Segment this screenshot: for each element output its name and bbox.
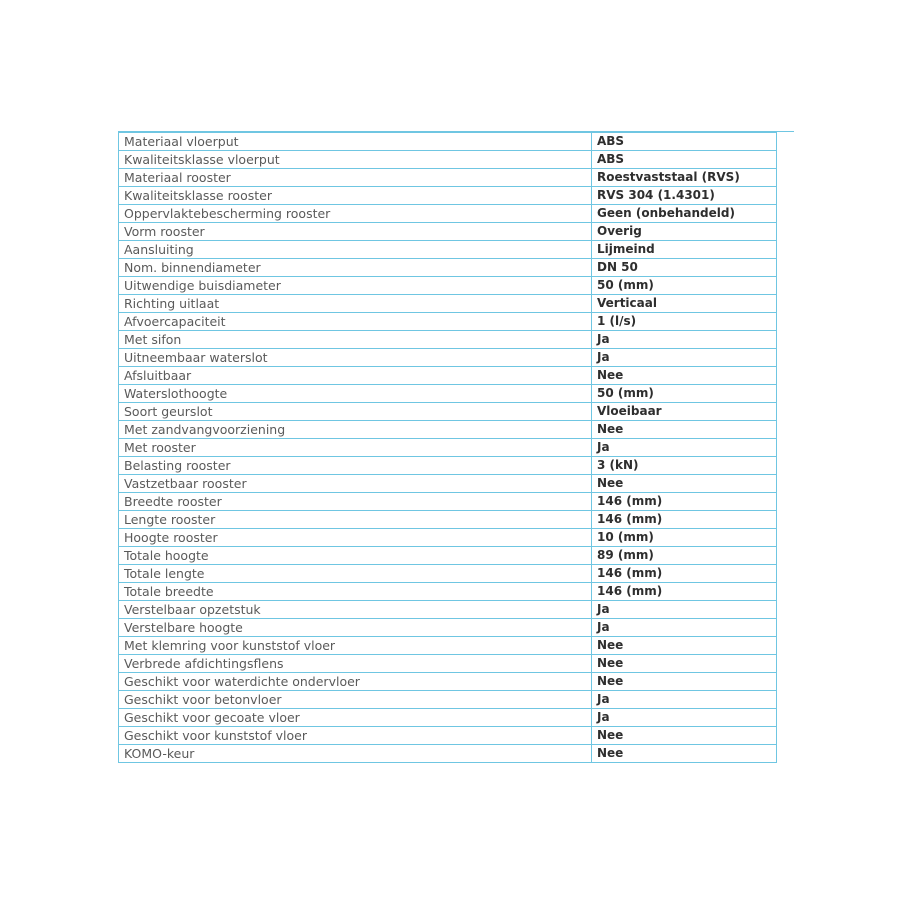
spec-value: 146 (mm)	[592, 493, 777, 511]
table-row	[119, 727, 777, 745]
table-row	[119, 313, 777, 331]
spec-value: Vloeibaar	[592, 403, 777, 421]
spec-value: Roestvaststaal (RVS)	[592, 169, 777, 187]
spec-value: Nee	[592, 421, 777, 439]
spec-label: Totale breedte	[119, 583, 592, 601]
spec-label: Uitwendige buisdiameter	[119, 277, 592, 295]
spec-label: Soort geurslot	[119, 403, 592, 421]
table-row	[119, 691, 777, 709]
spec-label: Kwaliteitsklasse rooster	[119, 187, 592, 205]
table-row	[119, 277, 777, 295]
table-row	[119, 385, 777, 403]
spec-label: Met sifon	[119, 331, 592, 349]
table-row	[119, 493, 777, 511]
table-row	[119, 439, 777, 457]
specifications-table-body	[119, 133, 777, 763]
table-row	[119, 295, 777, 313]
spec-label: Waterslothoogte	[119, 385, 592, 403]
spec-label: Belasting rooster	[119, 457, 592, 475]
table-row	[119, 421, 777, 439]
spec-label: Geschikt voor gecoate vloer	[119, 709, 592, 727]
spec-value: Ja	[592, 601, 777, 619]
spec-value: Geen (onbehandeld)	[592, 205, 777, 223]
spec-label: KOMO-keur	[119, 745, 592, 763]
spec-value: 146 (mm)	[592, 565, 777, 583]
table-row	[119, 241, 777, 259]
spec-value: Ja	[592, 349, 777, 367]
spec-label: Geschikt voor waterdichte ondervloer	[119, 673, 592, 691]
spec-label: Afsluitbaar	[119, 367, 592, 385]
spec-label: Geschikt voor kunststof vloer	[119, 727, 592, 745]
spec-label: Met klemring voor kunststof vloer	[119, 637, 592, 655]
spec-label: Richting uitlaat	[119, 295, 592, 313]
spec-value: Nee	[592, 727, 777, 745]
spec-value: Lijmeind	[592, 241, 777, 259]
table-row	[119, 151, 777, 169]
spec-value: Nee	[592, 673, 777, 691]
spec-label: Kwaliteitsklasse vloerput	[119, 151, 592, 169]
table-row	[119, 259, 777, 277]
table-row	[119, 709, 777, 727]
table-row	[119, 745, 777, 763]
spec-value: Ja	[592, 331, 777, 349]
spec-label: Materiaal rooster	[119, 169, 592, 187]
spec-label: Verbrede afdichtingsflens	[119, 655, 592, 673]
table-row	[119, 223, 777, 241]
table-row	[119, 583, 777, 601]
spec-value: Nee	[592, 367, 777, 385]
spec-value: Ja	[592, 439, 777, 457]
spec-value: Ja	[592, 691, 777, 709]
table-row	[119, 187, 777, 205]
spec-label: Breedte rooster	[119, 493, 592, 511]
table-row	[119, 457, 777, 475]
spec-value: 50 (mm)	[592, 385, 777, 403]
table-row	[119, 367, 777, 385]
spec-label: Hoogte rooster	[119, 529, 592, 547]
spec-value: 146 (mm)	[592, 583, 777, 601]
spec-label: Afvoercapaciteit	[119, 313, 592, 331]
table-row	[119, 529, 777, 547]
table-row	[119, 331, 777, 349]
spec-label: Verstelbare hoogte	[119, 619, 592, 637]
spec-label: Met rooster	[119, 439, 592, 457]
table-row	[119, 565, 777, 583]
spec-value: 146 (mm)	[592, 511, 777, 529]
table-row	[119, 349, 777, 367]
spec-value: RVS 304 (1.4301)	[592, 187, 777, 205]
spec-value: Verticaal	[592, 295, 777, 313]
spec-label: Oppervlaktebescherming rooster	[119, 205, 592, 223]
spec-label: Vastzetbaar rooster	[119, 475, 592, 493]
spec-value: Nee	[592, 475, 777, 493]
spec-value: Overig	[592, 223, 777, 241]
spec-value: Nee	[592, 745, 777, 763]
table-row	[119, 619, 777, 637]
table-row	[119, 673, 777, 691]
spec-value: 89 (mm)	[592, 547, 777, 565]
spec-label: Nom. binnendiameter	[119, 259, 592, 277]
table-row	[119, 403, 777, 421]
table-row	[119, 511, 777, 529]
table-row	[119, 601, 777, 619]
spec-value: ABS	[592, 133, 777, 151]
spec-value: Nee	[592, 637, 777, 655]
spec-label: Vorm rooster	[119, 223, 592, 241]
spec-label: Materiaal vloerput	[119, 133, 592, 151]
spec-value: 3 (kN)	[592, 457, 777, 475]
spec-value: Ja	[592, 709, 777, 727]
table-row	[119, 133, 777, 151]
table-row	[119, 205, 777, 223]
spec-value: 50 (mm)	[592, 277, 777, 295]
spec-label: Totale hoogte	[119, 547, 592, 565]
table-row	[119, 475, 777, 493]
table-row	[119, 169, 777, 187]
table-row	[119, 655, 777, 673]
spec-label: Geschikt voor betonvloer	[119, 691, 592, 709]
spec-label: Aansluiting	[119, 241, 592, 259]
spec-value: Nee	[592, 655, 777, 673]
spec-label: Verstelbaar opzetstuk	[119, 601, 592, 619]
spec-value: ABS	[592, 151, 777, 169]
spec-value: DN 50	[592, 259, 777, 277]
spec-label: Met zandvangvoorziening	[119, 421, 592, 439]
table-row	[119, 637, 777, 655]
spec-label: Totale lengte	[119, 565, 592, 583]
spec-value: 1 (l/s)	[592, 313, 777, 331]
specifications-table	[118, 132, 777, 763]
spec-value: Ja	[592, 619, 777, 637]
spec-label: Uitneembaar waterslot	[119, 349, 592, 367]
spec-value: 10 (mm)	[592, 529, 777, 547]
spec-label: Lengte rooster	[119, 511, 592, 529]
table-row	[119, 547, 777, 565]
